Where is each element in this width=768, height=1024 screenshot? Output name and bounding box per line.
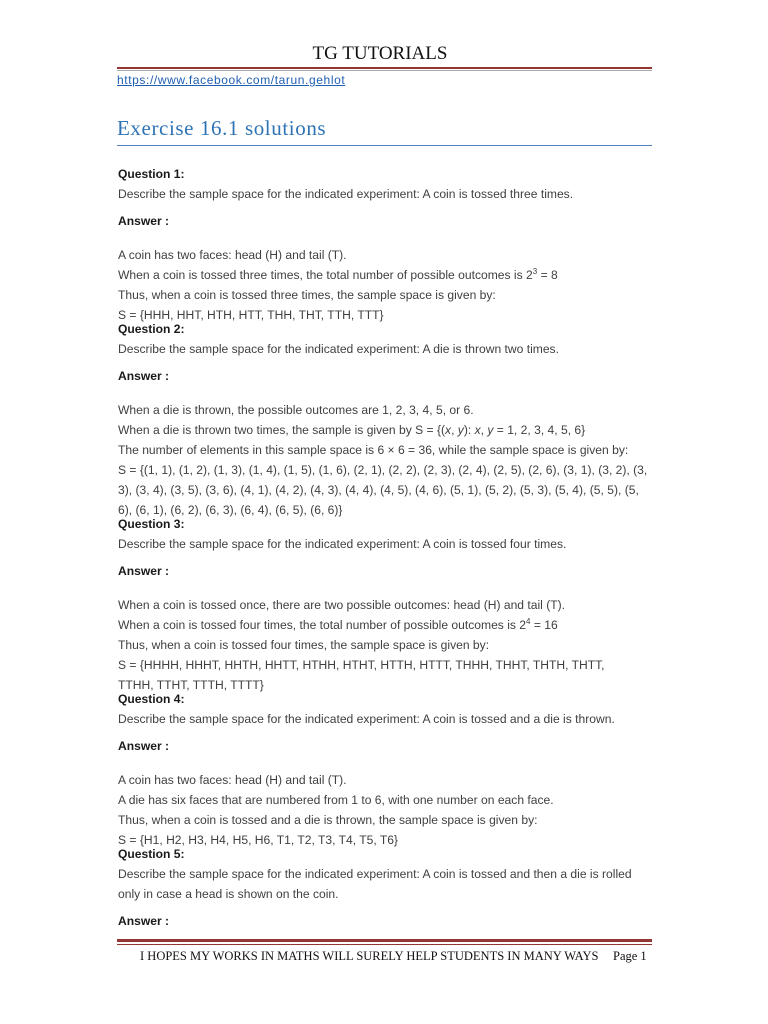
answer-2-line-4: S = {(1, 1), (1, 2), (1, 3), (1, 4), (1, 5), (1, 6), (2, 1), (2, 2), (2, 3), (2, 4), (2, 5), (2, 6), (3, 1), (3, 2), (3, 3), (3, 4), (3, 5), (3, 6), (4, 1), (4, 2), (4, 3), (4, 4), (4, 5), (4, 6), (5, 1), (5, 2), (5, 3), (5, 4), (5, 5), (5, 6), (6, 1), (6, 2), (6, 3), (6, 4), (6, 5), (6, 6)} [118,463,648,517]
answer-1-line-4: S = {HHH, HHT, HTH, HTT, THH, THT, TTH, TTT} [118,308,384,322]
question-4-label: Question 4: [118,692,185,706]
answer-3-line-3: Thus, when a coin is tossed four times, the sample space is given by: [118,638,490,652]
answer-2-line-2: When a die is thrown two times, the sample is given by S = {(x, y): x, y = 1, 2, 3, 4, 5, 6} [118,423,586,437]
answer-1-label: Answer : [118,214,170,228]
footer-text: I HOPES MY WORKS IN MATHS WILL SURELY HELP STUDENTS IN MANY WAYS [140,949,599,963]
answer-2-line-1: When a die is thrown, the possible outcomes are 1, 2, 3, 4, 5, or 6. [118,403,474,417]
header-rule-thin [117,70,652,71]
question-3-text: Describe the sample space for the indicated experiment: A coin is tossed four times. [118,537,567,551]
question-4-text: Describe the sample space for the indicated experiment: A coin is tossed and a die is thrown. [118,712,615,726]
footer-rule-thin [117,944,652,945]
answer-2-line-3: The number of elements in this sample space is 6 × 6 = 36, while the sample space is given by: [118,443,629,457]
answer-1-line-2: When a coin is tossed three times, the total number of possible outcomes is $2^3 = 8$ [118,266,558,282]
answer-2-label: Answer : [118,369,170,383]
header-rule [117,67,652,69]
title-underline [117,145,652,146]
answer-3-label: Answer : [118,564,170,578]
question-2-label: Question 2: [118,322,185,336]
exercise-title: Exercise 16.1 solutions [117,116,327,140]
question-1-label: Question 1: [118,167,185,181]
document-body [118,164,658,931]
header-title: TG TUTORIALS [312,43,448,64]
answer-4-line-4: S = {H1, H2, H3, H4, H5, H6, T1, T2, T3, T4, T5, T6} [118,833,398,847]
answer-3-line-2: When a coin is tossed four times, the total number of possible outcomes is $2^4 = 16$ [118,616,558,632]
answer-5-label: Answer : [118,914,170,928]
answer-3-line-4: S = {HHHH, HHHT, HHTH, HHTT, HTHH, HTHT, HTTH, HTTT, THHH, THHT, THTH, THTT, TTHH, TTHT, TTTH, TTTT} [118,658,605,692]
question-2-text: Describe the sample space for the indicated experiment: A die is thrown two times. [118,342,559,356]
answer-3-line-1: When a coin is tossed once, there are two possible outcomes: head (H) and tail (T). [118,598,566,612]
answer-4-line-2: A die has six faces that are numbered from 1 to 6, with one number on each face. [118,793,554,807]
question-3-label: Question 3: [118,517,185,531]
footer-rule [117,939,652,942]
answer-4-line-3: Thus, when a coin is tossed and a die is thrown, the sample space is given by: [118,813,538,827]
question-5-label: Question 5: [118,847,185,861]
page-number: Page 1 [613,949,647,963]
answer-4-line-1: A coin has two faces: head (H) and tail (T). [118,773,347,787]
facebook-link[interactable]: https://www.facebook.com/tarun.gehlot [117,73,346,87]
answer-1-line-1: A coin has two faces: head (H) and tail (T). [118,248,347,262]
question-1-text: Describe the sample space for the indicated experiment: A coin is tossed three times. [118,187,574,201]
question-5-text: Describe the sample space for the indicated experiment: A coin is tossed and then a die is rolled only in case a head is shown on the coin. [118,867,632,901]
answer-4-label: Answer : [118,739,170,753]
answer-1-line-3: Thus, when a coin is tossed three times, the sample space is given by: [118,288,496,302]
